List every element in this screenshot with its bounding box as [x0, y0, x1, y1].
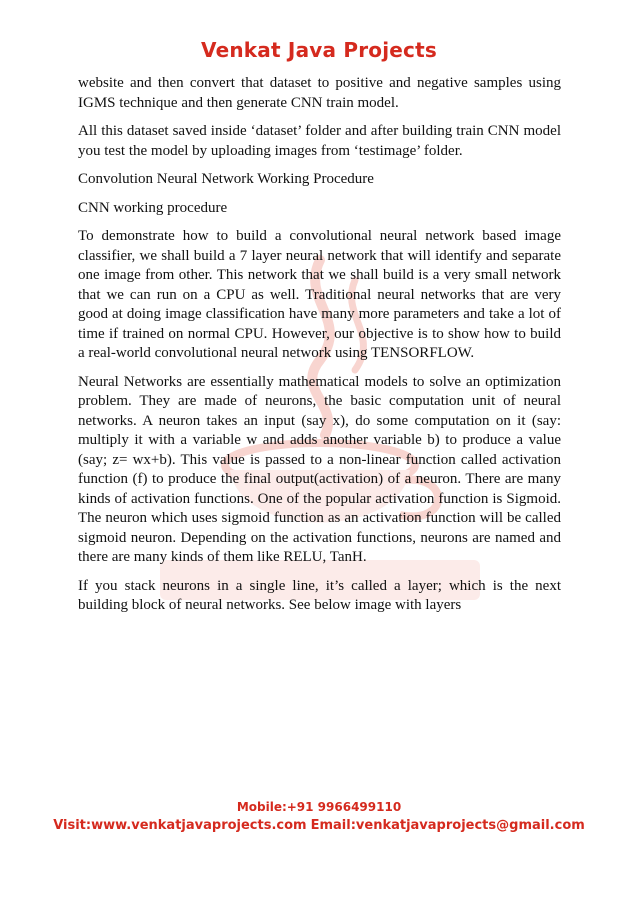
paragraph: If you stack neurons in a single line, it’s called a layer; which is the next building block of neural networks. See below image with layers — [78, 577, 561, 613]
paragraph: Neural Networks are essentially mathematical models to solve an optimization problem. They are made of neurons, the basic computation unit of neural networks. A neuron takes an input (say x), do some computation on it (say: multiply it with a variable w and adds another variable b) to produce a value (say; z= wx+b). This value is passed to a non-linear function called activation function (f) to produce the final output(activation) of a neuron. There are many kinds of activation functions. One of the popular activation function is Sigmoid. The neuron which uses sigmoid function as an activation function will be called sigmoid neuron. Depending on the activation functions, neurons are named and there are many kinds of them like RELU, TanH. — [78, 373, 561, 565]
paragraph: To demonstrate how to build a convolutional neural network based image classifier, we shall build a 7 layer neural network that will identify and separate one image from other. This network that we shall build is a very small network that we can run on a CPU as well. Traditional neural networks that are very good at doing image classification have many more parameters and take a lot of time if trained on normal CPU. However, our objective is to show how to build a real-world convolutional neural network using TENSORFLOW. — [78, 228, 561, 361]
paragraph: website and then convert that dataset to positive and negative samples using IGMS technique and then generate CNN train model. — [78, 75, 561, 111]
footer-contact — [0, 818, 638, 833]
paragraph: All this dataset saved inside ‘dataset’ folder and after building train CNN model you test the model by uploading images from ‘testimage’ folder. — [78, 123, 561, 159]
body-text — [78, 74, 561, 625]
section-subheading: CNN working procedure — [78, 199, 228, 216]
footer-mobile: Mobile:+91 9966499110 — [236, 800, 402, 814]
footer-email-link[interactable]: Email:venkatjavaprojects@gmail.com — [310, 818, 585, 833]
header-title: Venkat Java Projects — [201, 38, 437, 62]
section-heading: Convolution Neural Network Working Procedure — [78, 171, 374, 187]
footer-website-link[interactable]: Visit:www.venkatjavaprojects.com — [53, 818, 307, 833]
